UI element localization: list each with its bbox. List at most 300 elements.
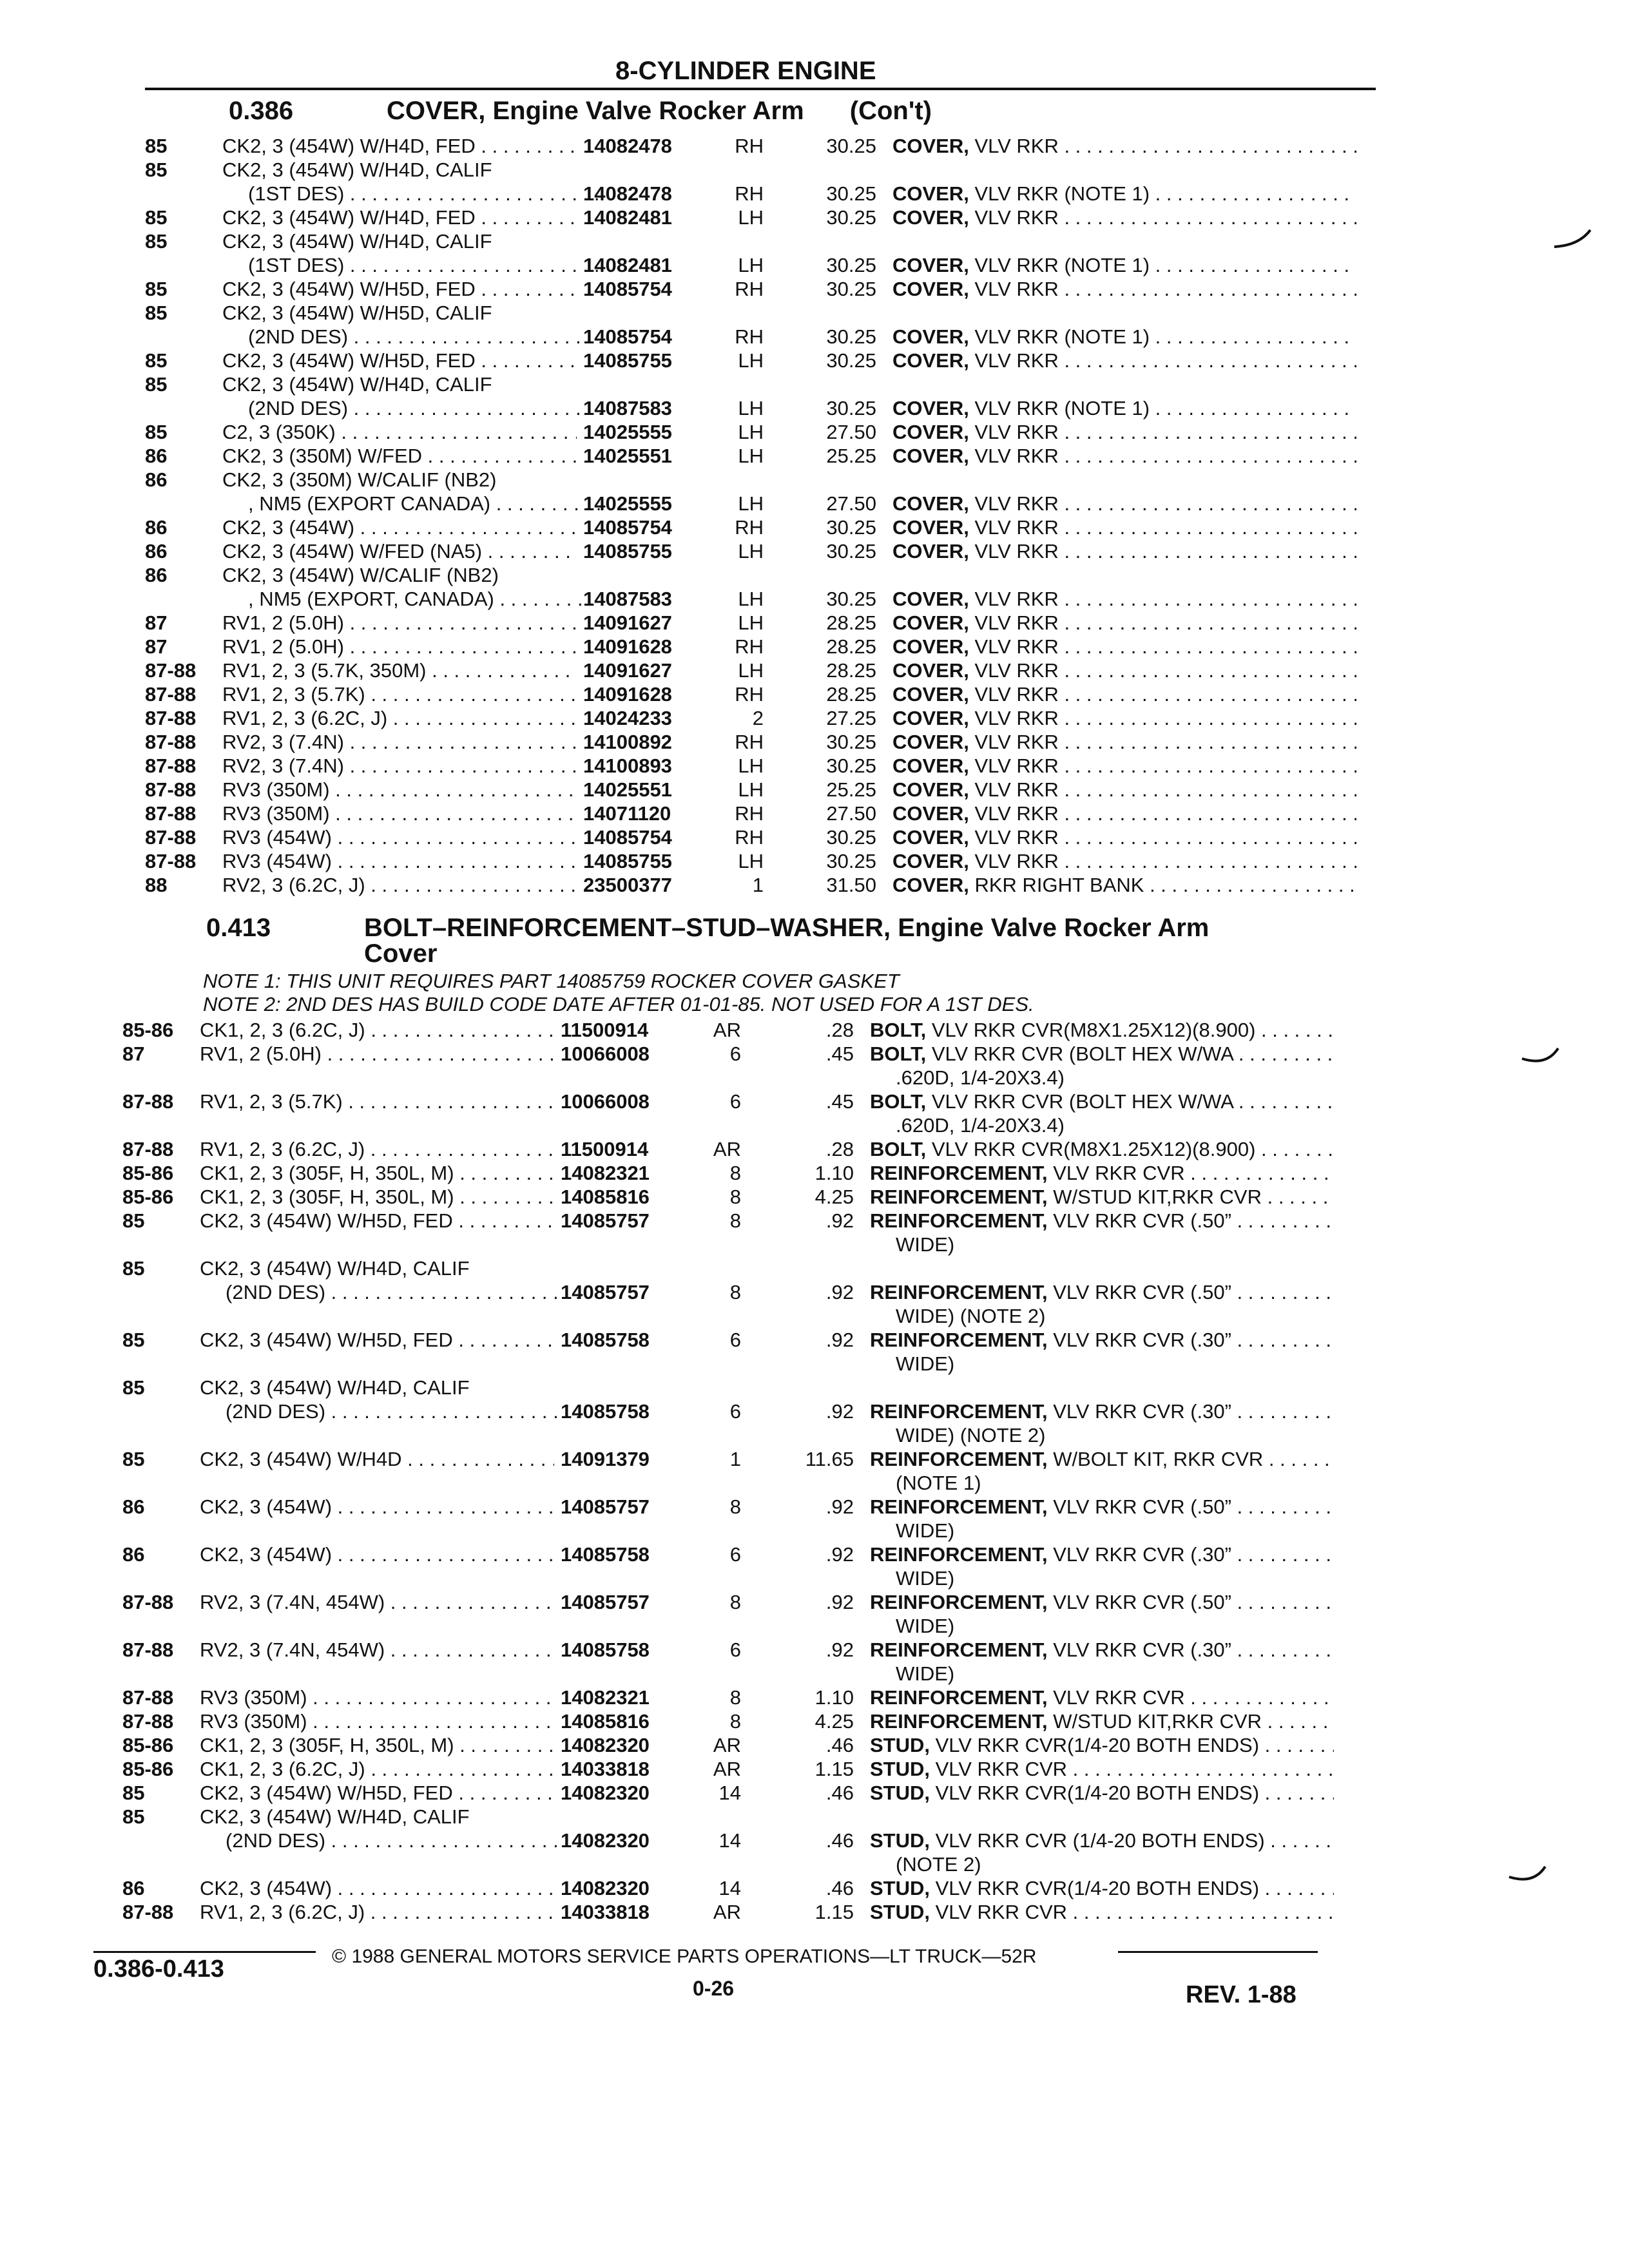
quantity-cell: RH [735, 135, 764, 157]
description-text: VLV RKR [969, 635, 1059, 658]
quantity-cell: 8 [729, 1495, 741, 1518]
application-line: CK2, 3 (454W) W/H4D, CALIF [222, 230, 492, 253]
description-keyword: REINFORCEMENT, [870, 1495, 1048, 1518]
table-row [122, 1161, 1360, 1185]
table-row [122, 1447, 1360, 1471]
description-keyword: REINFORCEMENT, [870, 1591, 1048, 1613]
application-line: CK2, 3 (454W) W/CALIF (NB2) [222, 564, 499, 586]
part-number-cell: 14100892 [583, 731, 672, 753]
year-cell: 86 [122, 1877, 145, 1899]
part-number-cell: 11500914 [561, 1019, 649, 1041]
year-cell: 85 [122, 1448, 145, 1470]
quantity-cell: 1 [752, 874, 764, 896]
part-number-cell: 14085754 [583, 325, 672, 348]
application-cell: (1ST DES) . . . [222, 253, 602, 277]
year-cell: 87-88 [122, 1090, 174, 1113]
part-number-cell: 23500377 [583, 874, 672, 896]
description-cell [870, 1638, 1334, 1662]
part-number-cell: 14085757 [561, 1281, 650, 1303]
application-cell: (2ND DES) . . . [200, 1399, 580, 1423]
year-cell: 87 [145, 635, 168, 658]
application-cell: RV2, 3 (7.4N) . . . [222, 754, 577, 778]
description-continuation: .620D, 1/4-20X3.4) [896, 1066, 1065, 1089]
application-cell: (2ND DES) . . . [222, 396, 602, 420]
description-keyword: STUD, [870, 1829, 930, 1852]
check-mark [1508, 1865, 1547, 1885]
description-keyword: REINFORCEMENT, [870, 1400, 1048, 1423]
description-continuation: WIDE) [896, 1519, 955, 1542]
description-cell [892, 825, 1356, 849]
quantity-cell: 14 [718, 1782, 741, 1804]
part-number-cell: 14082320 [561, 1829, 650, 1852]
description-text: VLV RKR CVR (BOLT HEX W/WA [926, 1043, 1233, 1065]
description-keyword: COVER, [892, 206, 969, 229]
price-cell: 28.25 [826, 635, 876, 658]
description-keyword: REINFORCEMENT, [870, 1639, 1048, 1661]
application-cell: RV3 (454W) . . . [222, 825, 577, 849]
part-number-cell: 14082321 [561, 1162, 650, 1184]
description-continuation: .620D, 1/4-20X3.4) [896, 1114, 1065, 1137]
check-mark [1521, 1047, 1559, 1066]
application-cell: , NM5 (EXPORT, CANADA) . . . [222, 587, 602, 611]
description-text: VLV RKR [969, 802, 1059, 825]
table-row [122, 1876, 1360, 1900]
application-cell: RV3 (350M) . . . [200, 1686, 554, 1709]
table-row [145, 325, 1382, 349]
year-cell: 85 [145, 278, 168, 300]
description-cell [892, 325, 1356, 349]
price-cell: 1.15 [815, 1758, 854, 1780]
price-cell: 30.25 [826, 731, 876, 753]
page-number: 0-26 [693, 1977, 735, 2000]
description-text: VLV RKR [969, 778, 1059, 801]
description-cell [892, 277, 1356, 301]
check-mark [1553, 229, 1592, 248]
footer-range: 0.386-0.413 [93, 1956, 224, 1983]
quantity-cell: LH [738, 349, 764, 372]
application-cell: RV2, 3 (7.4N, 454W) . . . [200, 1638, 554, 1662]
quantity-cell: AR [713, 1138, 741, 1160]
quantity-cell: LH [738, 778, 764, 801]
table-row [145, 611, 1382, 635]
description-cell [892, 539, 1356, 563]
quantity-cell: 14 [718, 1877, 741, 1899]
description-keyword: COVER, [892, 683, 969, 706]
part-number-cell: 10066008 [561, 1043, 650, 1065]
description-text: VLV RKR [969, 492, 1059, 515]
application-cell: RV3 (350M) . . . [222, 778, 577, 802]
price-cell: 1.10 [815, 1162, 854, 1184]
description-keyword: COVER, [892, 826, 969, 849]
description-cell [870, 1709, 1334, 1733]
part-number-cell: 14085758 [561, 1400, 650, 1423]
price-cell: 30.25 [826, 325, 876, 348]
application-cell: CK2, 3 (454W) . . . [200, 1876, 554, 1900]
price-cell: 30.25 [826, 754, 876, 777]
table-row [122, 1399, 1360, 1423]
year-cell: 85 [145, 230, 168, 253]
description-cell [892, 611, 1356, 635]
application-cell: RV3 (454W) . . . [222, 849, 577, 873]
year-cell: 87 [122, 1043, 145, 1065]
section-heading-0413 [206, 914, 1210, 968]
year-cell: 87-88 [145, 707, 197, 729]
table-row [145, 515, 1382, 539]
description-text: VLV RKR [969, 278, 1059, 300]
description-keyword: BOLT, [870, 1138, 927, 1160]
part-number-cell: 14071120 [583, 802, 671, 825]
table-row [145, 349, 1382, 372]
description-cell [892, 849, 1356, 873]
price-cell: .92 [825, 1639, 854, 1661]
quantity-cell: LH [738, 659, 764, 682]
application-cell: RV3 (350M) . . . [222, 802, 577, 825]
description-keyword: COVER, [892, 874, 969, 896]
footer-copyright: © 1988 GENERAL MOTORS SERVICE PARTS OPERATIONS—LT TRUCK—52R [332, 1946, 1037, 1967]
description-continuation: WIDE) (NOTE 2) [896, 1424, 1046, 1446]
table-row [122, 1495, 1360, 1519]
description-keyword: BOLT, [870, 1019, 927, 1041]
part-number-cell: 14082321 [561, 1686, 650, 1709]
description-keyword: COVER, [892, 850, 969, 872]
table-row [122, 1733, 1360, 1757]
quantity-cell: 14 [718, 1829, 741, 1852]
year-cell: 87-88 [122, 1686, 174, 1709]
price-cell: .92 [825, 1281, 854, 1303]
application-cell: RV1, 2, 3 (5.7K) . . . [200, 1090, 554, 1113]
year-cell: 85 [145, 135, 168, 157]
application-cell: RV1, 2, 3 (6.2C, J) . . . [200, 1900, 554, 1924]
description-cell [892, 349, 1356, 372]
description-text: VLV RKR [969, 135, 1059, 157]
price-cell: 27.50 [826, 421, 876, 443]
price-cell: .46 [825, 1782, 854, 1804]
quantity-cell: LH [738, 754, 764, 777]
part-number-cell: 14082320 [561, 1782, 650, 1804]
table-row [145, 277, 1382, 301]
revision-label: REV. 1-88 [1186, 1981, 1296, 2008]
description-keyword: STUD, [870, 1877, 930, 1899]
price-cell: .92 [825, 1209, 854, 1232]
application-cell: RV1, 2 (5.0H) . . . [222, 635, 577, 658]
description-cell [892, 253, 1356, 277]
quantity-cell: LH [738, 588, 764, 610]
application-cell: CK2, 3 (350M) W/FED . . . [222, 444, 577, 468]
description-text: VLV RKR (NOTE 1) [969, 397, 1150, 419]
part-number-cell: 14082320 [561, 1734, 650, 1756]
price-cell: .92 [825, 1329, 854, 1351]
application-cell: CK1, 2, 3 (305F, H, 350L, M) . . . [200, 1161, 554, 1185]
price-cell: .92 [825, 1543, 854, 1566]
section-heading-0386 [229, 97, 932, 126]
quantity-cell: LH [738, 540, 764, 562]
description-cell [892, 635, 1356, 658]
price-cell: 27.50 [826, 492, 876, 515]
application-cell: CK2, 3 (454W) W/FED (NA5) . . . [222, 539, 577, 563]
description-continuation: WIDE) [896, 1662, 955, 1685]
description-text: VLV RKR (NOTE 1) [969, 254, 1150, 276]
price-cell: 27.25 [826, 707, 876, 729]
description-keyword: COVER, [892, 492, 969, 515]
quantity-cell: LH [738, 397, 764, 419]
description-keyword: COVER, [892, 135, 969, 157]
description-keyword: COVER, [892, 445, 969, 467]
notes-block [203, 970, 1034, 1016]
note-2: NOTE 2: 2ND DES HAS BUILD CODE DATE AFTER 01-01-85. NOT USED FOR A 1ST DES. [203, 993, 1034, 1015]
description-text: VLV RKR CVR(1/4-20 BOTH ENDS) [930, 1734, 1260, 1756]
price-cell: .92 [825, 1591, 854, 1613]
description-text: RKR RIGHT BANK [969, 874, 1144, 896]
description-keyword: BOLT, [870, 1090, 927, 1113]
part-number-cell: 14085757 [561, 1209, 650, 1232]
part-number-cell: 14033818 [561, 1901, 650, 1923]
section-subtitle: Cover [364, 939, 438, 968]
quantity-cell: RH [735, 325, 764, 348]
description-cell [870, 1542, 1334, 1566]
quantity-cell: AR [713, 1758, 741, 1780]
price-cell: 30.25 [826, 349, 876, 372]
description-text: W/STUD KIT,RKR CVR [1047, 1186, 1262, 1208]
description-keyword: COVER, [892, 659, 969, 682]
description-keyword: COVER, [892, 182, 969, 205]
description-keyword: REINFORCEMENT, [870, 1710, 1048, 1733]
description-keyword: REINFORCEMENT, [870, 1162, 1048, 1184]
quantity-cell: RH [735, 182, 764, 205]
quantity-cell: 6 [729, 1090, 741, 1113]
year-cell: 85 [122, 1257, 145, 1280]
quantity-cell: 8 [729, 1162, 741, 1184]
part-number-cell: 14085757 [561, 1591, 650, 1613]
description-keyword: REINFORCEMENT, [870, 1209, 1048, 1232]
table-row [122, 1781, 1360, 1805]
part-number-cell: 14100893 [583, 754, 672, 777]
description-cell [870, 1328, 1334, 1352]
year-cell: 85 [145, 349, 168, 372]
part-number-cell: 14091628 [583, 635, 672, 658]
section-code: 0.386 [229, 97, 294, 125]
quantity-cell: LH [738, 611, 764, 634]
year-cell: 85 [122, 1782, 145, 1804]
description-text: VLV RKR [969, 850, 1059, 872]
quantity-cell: 8 [729, 1710, 741, 1733]
table-row [122, 1018, 1360, 1042]
quantity-cell: 6 [729, 1639, 741, 1661]
price-cell: 25.25 [826, 778, 876, 801]
description-cell [870, 1781, 1334, 1805]
section-continued: (Con't) [849, 97, 932, 125]
description-text: VLV RKR CVR (.30” [1047, 1639, 1231, 1661]
part-number-cell: 14082481 [583, 206, 672, 229]
table-row [145, 825, 1382, 849]
description-cell [870, 1495, 1334, 1519]
description-cell [870, 1399, 1334, 1423]
table-row [122, 1042, 1360, 1066]
description-cell [870, 1090, 1334, 1113]
application-cell: CK2, 3 (454W) W/H4D . . . [200, 1447, 554, 1471]
table-row [122, 1209, 1360, 1233]
year-cell: 85 [122, 1376, 145, 1399]
description-text: VLV RKR CVR (.30” [1047, 1400, 1231, 1423]
price-cell: 31.50 [826, 874, 876, 896]
description-text: VLV RKR CVR(M8X1.25X12)(8.900) [926, 1138, 1256, 1160]
description-text: VLV RKR CVR(1/4-20 BOTH ENDS) [930, 1877, 1260, 1899]
price-cell: .46 [825, 1877, 854, 1899]
section-title: BOLT–REINFORCEMENT–STUD–WASHER, Engine Valve Rocker Arm [364, 914, 1210, 942]
description-text: VLV RKR CVR [930, 1758, 1068, 1780]
year-cell: 87 [145, 611, 168, 634]
year-cell: 87-88 [145, 659, 197, 682]
application-cell: RV1, 2, 3 (5.7K) . . . [222, 682, 577, 706]
description-continuation: (NOTE 1) [896, 1472, 981, 1494]
application-cell: CK1, 2, 3 (6.2C, J) . . . [200, 1757, 554, 1781]
table-row [122, 1757, 1360, 1781]
application-cell: CK2, 3 (454W) W/H5D, FED . . . [200, 1781, 554, 1805]
quantity-cell: LH [738, 421, 764, 443]
part-number-cell: 14085755 [583, 349, 672, 372]
year-cell: 86 [122, 1543, 145, 1566]
description-continuation: WIDE) [896, 1615, 955, 1637]
description-cell [892, 515, 1356, 539]
table-row [122, 1829, 1360, 1852]
application-line: CK2, 3 (454W) W/H4D, CALIF [222, 373, 492, 396]
application-cell: CK2, 3 (454W) W/H5D, FED . . . [222, 349, 577, 372]
table-row [145, 849, 1382, 873]
description-cell [870, 1829, 1334, 1852]
application-cell: (1ST DES) . . . [222, 182, 602, 206]
quantity-cell: RH [735, 826, 764, 849]
price-cell: 25.25 [826, 445, 876, 467]
description-keyword: REINFORCEMENT, [870, 1186, 1048, 1208]
price-cell: .92 [825, 1495, 854, 1518]
price-cell: 30.25 [826, 206, 876, 229]
application-cell: (2ND DES) . . . [200, 1829, 580, 1852]
description-cell [892, 492, 1356, 515]
application-cell: C2, 3 (350K) . . . [222, 420, 577, 444]
description-text: VLV RKR CVR [1047, 1686, 1185, 1709]
table-row [122, 1280, 1360, 1304]
application-cell: CK1, 2, 3 (305F, H, 350L, M) . . . [200, 1185, 554, 1209]
description-cell [870, 1876, 1334, 1900]
part-number-cell: 14082478 [583, 135, 672, 157]
price-cell: 30.25 [826, 588, 876, 610]
description-cell [870, 1137, 1334, 1161]
table-row [145, 873, 1382, 897]
description-cell [892, 182, 1356, 206]
description-cell [870, 1209, 1334, 1233]
year-cell: 86 [145, 540, 168, 562]
description-text: VLV RKR [969, 540, 1059, 562]
part-number-cell: 14091627 [583, 659, 672, 682]
description-keyword: COVER, [892, 731, 969, 753]
description-cell [892, 706, 1356, 730]
description-text: VLV RKR [969, 421, 1059, 443]
price-cell: 28.25 [826, 659, 876, 682]
application-cell: RV3 (350M) . . . [200, 1709, 554, 1733]
description-text: VLV RKR CVR (BOLT HEX W/WA [926, 1090, 1233, 1113]
year-cell: 85-86 [122, 1734, 174, 1756]
table-row [122, 1185, 1360, 1209]
table-row [145, 754, 1382, 778]
description-text: VLV RKR CVR (.50” [1047, 1281, 1231, 1303]
table-row [145, 658, 1382, 682]
price-cell: .28 [825, 1019, 854, 1041]
application-line: CK2, 3 (454W) W/H4D, CALIF [222, 159, 492, 181]
table-row [145, 778, 1382, 802]
price-cell: 30.25 [826, 826, 876, 849]
description-cell [870, 1757, 1334, 1781]
price-cell: 30.25 [826, 278, 876, 300]
description-text: VLV RKR CVR (.30” [1047, 1329, 1231, 1351]
table-row [145, 182, 1382, 206]
description-cell [892, 682, 1356, 706]
description-continuation: WIDE) [896, 1352, 955, 1375]
part-number-cell: 14085755 [583, 540, 672, 562]
description-keyword: COVER, [892, 540, 969, 562]
description-continuation: (NOTE 2) [896, 1853, 981, 1876]
table-row [145, 706, 1382, 730]
table-row [122, 1328, 1360, 1352]
description-cell [892, 778, 1356, 802]
description-cell [870, 1900, 1334, 1924]
year-cell: 85-86 [122, 1019, 174, 1041]
year-cell: 85 [145, 302, 168, 324]
quantity-cell: 8 [729, 1591, 741, 1613]
section-title: COVER, Engine Valve Rocker Arm [387, 97, 804, 125]
price-cell: 28.25 [826, 683, 876, 706]
year-cell: 87-88 [122, 1710, 174, 1733]
part-number-cell: 14082478 [583, 182, 672, 205]
description-keyword: REINFORCEMENT, [870, 1543, 1048, 1566]
description-cell [892, 396, 1356, 420]
description-text: VLV RKR CVR (.30” [1047, 1543, 1231, 1566]
part-number-cell: 11500914 [561, 1138, 649, 1160]
application-line: CK2, 3 (454W) W/H5D, CALIF [222, 302, 492, 324]
year-cell: 85 [145, 421, 168, 443]
part-number-cell: 14082481 [583, 254, 672, 276]
description-keyword: REINFORCEMENT, [870, 1448, 1048, 1470]
quantity-cell: RH [735, 278, 764, 300]
quantity-cell: 6 [729, 1543, 741, 1566]
description-continuation: WIDE) [896, 1567, 955, 1590]
description-cell [892, 873, 1356, 897]
application-cell: RV1, 2, 3 (5.7K, 350M) . . . [222, 658, 577, 682]
application-cell: RV1, 2 (5.0H) . . . [200, 1042, 554, 1066]
year-cell: 87-88 [145, 754, 197, 777]
description-keyword: COVER, [892, 611, 969, 634]
part-number-cell: 14033818 [561, 1758, 650, 1780]
description-keyword: REINFORCEMENT, [870, 1281, 1048, 1303]
price-cell: 4.25 [815, 1710, 854, 1733]
table-row [145, 206, 1382, 229]
part-number-cell: 14085755 [583, 850, 672, 872]
quantity-cell: LH [738, 206, 764, 229]
year-cell: 87-88 [122, 1138, 174, 1160]
quantity-cell: 1 [729, 1448, 741, 1470]
description-continuation: WIDE) (NOTE 2) [896, 1305, 1046, 1327]
description-text: VLV RKR [969, 683, 1059, 706]
description-cell [892, 134, 1356, 158]
part-number-cell: 14087583 [583, 397, 672, 419]
part-number-cell: 14091627 [583, 611, 672, 634]
table-row [145, 802, 1382, 825]
section-code: 0.413 [206, 914, 271, 942]
price-cell: .92 [825, 1400, 854, 1423]
description-text: VLV RKR [969, 611, 1059, 634]
description-keyword: COVER, [892, 349, 969, 372]
application-cell: , NM5 (EXPORT CANADA) . . . [222, 492, 602, 515]
description-keyword: COVER, [892, 516, 969, 539]
table-row [145, 539, 1382, 563]
